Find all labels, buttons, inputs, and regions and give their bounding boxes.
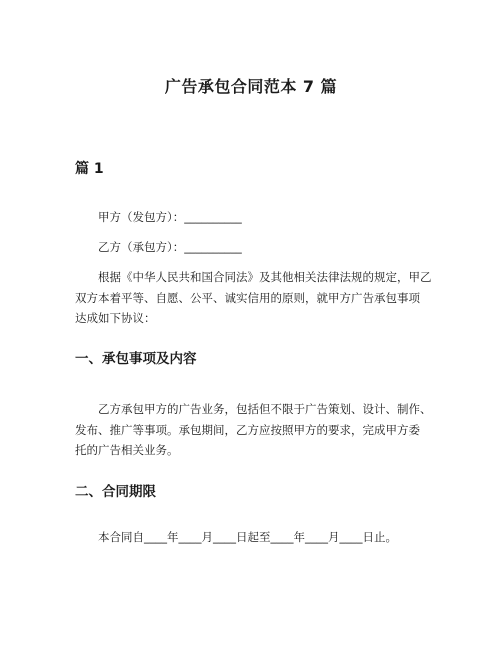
section-2-heading: 二、合同期限 <box>75 484 156 500</box>
section-1-heading: 一、承包事项及内容 <box>75 351 197 367</box>
party-a-text: 甲方（发包方）：__________ <box>98 210 242 224</box>
preamble-paragraph <box>75 267 435 329</box>
section-2-line-1: 本合同自____年____月____日起至____年____月____日止。 <box>98 530 397 544</box>
preamble-line-1: 根据《中华人民共和国合同法》及其他相关法律法规的规定，甲乙 <box>98 270 432 284</box>
preamble-line-2: 双方本着平等、自愿、公平、诚实信用的原则，就甲方广告承包事项 <box>75 290 420 305</box>
section-1-line-1: 乙方承包甲方的广告业务，包括但不限于广告策划、设计、制作、 <box>98 402 432 416</box>
section-1-line-3: 托的广告相关业务。 <box>75 443 179 457</box>
party-a-line <box>75 207 435 228</box>
preamble-line-3: 达成如下协议： <box>75 311 156 325</box>
section-2-paragraph <box>75 527 435 548</box>
section-1-paragraph <box>75 399 435 461</box>
party-b-text: 乙方（承包方）：__________ <box>98 240 242 254</box>
part-heading: 篇 1 <box>75 161 104 177</box>
section-1-line-2: 发布、推广等事项。承包期间，乙方应按照甲方的要求，完成甲方委 <box>75 422 420 437</box>
party-b-line <box>75 237 435 258</box>
document-title: 广告承包合同范本 7 篇 <box>164 77 338 96</box>
